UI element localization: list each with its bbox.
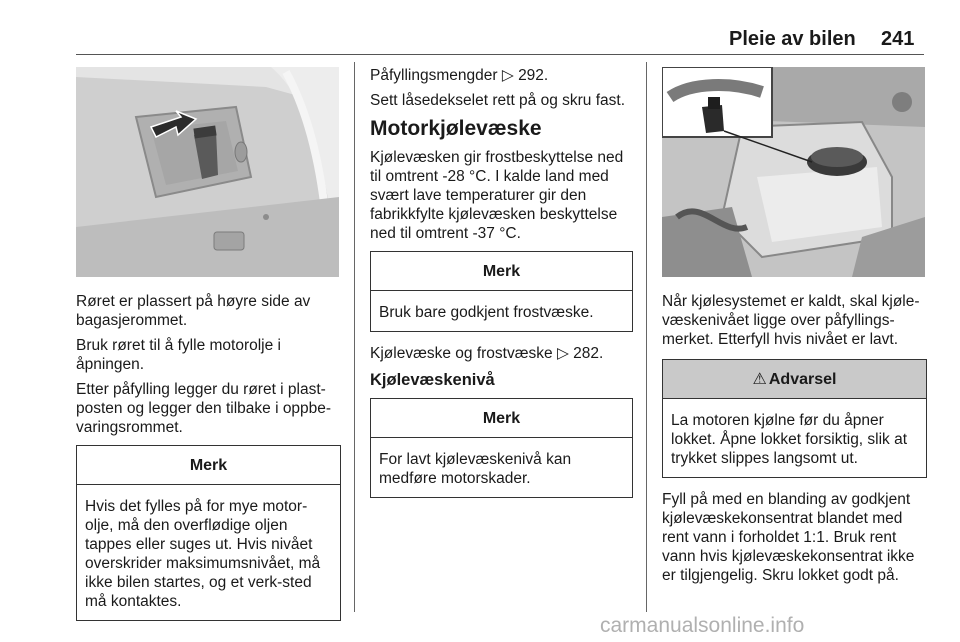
note-box — [76, 445, 341, 621]
watermark: carmanualsonline.info — [600, 614, 805, 637]
note-box — [370, 398, 633, 498]
subsection-heading: Kjølevæskenivå — [370, 371, 495, 389]
paragraph: Når kjølesystemet er kaldt, skal kjøle-væskenivået ligge over påfyllings-merket. Etterfyll hvis nivået er lavt. — [662, 293, 920, 348]
header-rule — [76, 54, 924, 55]
cross-reference — [370, 344, 633, 363]
paragraph: Røret er plassert på høyre side av bagasjerommet. — [76, 293, 311, 329]
cross-reference-page: 292. — [518, 67, 549, 84]
paragraph: Etter påfylling legger du røret i plast-posten og legger den tilbake i oppbe-varingsrommet. — [76, 381, 332, 436]
cross-reference-text: Påfyllingsmengder — [370, 67, 498, 84]
paragraph: Bruk røret til å fylle motorolje i åpningen. — [76, 337, 281, 373]
engine-bay-photo — [662, 67, 925, 277]
cross-reference-page: 282. — [573, 345, 604, 362]
page-header-title: Pleie av bilen — [729, 28, 856, 50]
note-title: Merk — [77, 446, 340, 485]
column-divider-right — [646, 62, 647, 612]
left-column — [76, 292, 341, 633]
warning-text: La motoren kjølne før du åpner lokket. Åpne lokket forsiktig, slik at trykket slippes langsomt ut. — [671, 412, 908, 467]
note-text: Bruk bare godkjent frostvæske. — [379, 304, 594, 321]
warning-triangle-icon: ⚠ — [752, 371, 767, 388]
warning-title: Advarsel — [768, 371, 837, 388]
column-divider-left — [354, 62, 355, 612]
note-text: Hvis det fylles på for mye motor-olje, må den overflødige oljen tappes eller suges ut. Hvis nivået overskrider maksimumsnivået, må ikke bilen startes, og et verk-sted må kontaktes. — [85, 498, 321, 610]
warning-header — [663, 360, 926, 399]
paragraph: Fyll på med en blanding av godkjent kjølevæskekonsentrat blandet med rent vann i forholdet 1:1. Bruk rent vann hvis kjølevæskekonsentrat ikke er tilgjengelig. Skru lokket godt på. — [662, 491, 915, 584]
note-box — [370, 251, 633, 332]
page-number: 241 — [881, 28, 915, 50]
warning-box — [662, 359, 927, 478]
section-heading: Motorkjølevæske — [370, 117, 542, 140]
cross-reference-text: Kjølevæske og frostvæske — [370, 345, 553, 362]
note-text: For lavt kjølevæskenivå kan medføre motorskader. — [379, 451, 572, 487]
note-title: Merk — [371, 399, 632, 438]
paragraph: Kjølevæsken gir frostbeskyttelse ned til omtrent -28 °C. I kalde land med svært lave temperaturer gir den fabrikkfylte kjølevæsken beskyttelse ned til omtrent -37 °C. — [370, 149, 624, 242]
trunk-compartment-photo — [76, 67, 339, 277]
reference-arrow-icon: ▷ — [501, 67, 514, 84]
right-column — [662, 292, 927, 591]
cross-reference — [370, 66, 633, 85]
reference-arrow-icon: ▷ — [556, 345, 569, 362]
middle-column — [370, 66, 633, 510]
paragraph: Sett låsedekselet rett på og skru fast. — [370, 92, 626, 109]
note-title: Merk — [371, 252, 632, 291]
